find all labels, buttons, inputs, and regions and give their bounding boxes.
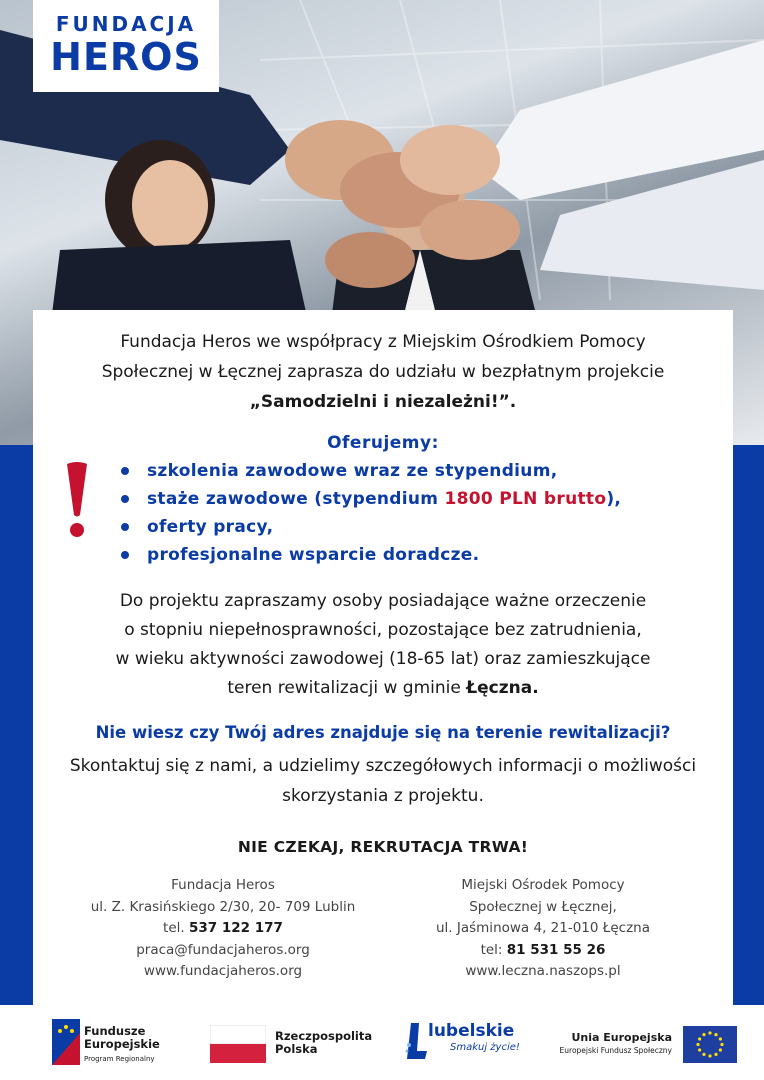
unia-europejska-text: Unia Europejska [571,1031,672,1044]
fe-sub: Program Regionalny [84,1055,155,1063]
offer-item-text: staże zawodowe (stypendium [147,489,445,509]
eligibility-line: o stopniu niepełnosprawności, pozostające bez zatrudnienia, [124,620,642,640]
phone-number[interactable]: 537 122 177 [188,920,283,936]
intro-text [33,327,733,417]
offer-item-text: profesjonalne wsparcie doradcze. [147,545,480,565]
address-fundacja-heros [73,875,373,983]
address-street: ul. Z. Krasińskiego 2/30, 20- 709 Lublin [90,898,356,915]
offer-item-suffix: ), [606,489,622,509]
offer-item-text: szkolenia zawodowe wraz ze stypendium, [147,461,558,481]
offer-title: Oferujemy: [327,433,439,453]
eligibility-line: w wieku aktywności zawodowej (18-65 lat) oraz zamieszkujące [115,649,651,669]
email-link[interactable]: praca@fundacjaheros.org [136,941,310,958]
lubelskie-text: lubelskie [428,1021,515,1041]
funding-logos-footer [0,1005,764,1080]
rzeczpospolita-polska-text [275,1030,372,1056]
address-name: Miejski Ośrodek Pomocy [461,877,625,893]
polish-flag-icon [210,1025,266,1063]
eligibility-line: Do projektu zapraszamy osoby posiadające ważne orzeczenie [119,591,647,611]
rp-line2: Polska [275,1042,318,1056]
eligibility-line: teren rewitalizacji w gminie [227,678,467,698]
fundacja-heros-logo [33,0,219,92]
address-street: ul. Jaśminowa 4, 21-010 Łęczna [435,920,650,936]
address-name: Fundacja Heros [171,877,275,893]
fe-line1: Fundusze [84,1024,146,1038]
town-name: Łęczna. [466,678,539,698]
contact-line: skorzystania z projektu. [282,786,484,806]
exclamation-icon [64,460,90,540]
logo-line2: HEROS [50,35,202,79]
fundusze-europejskie-logo-icon [52,1019,80,1065]
address-name: Społecznej w Łęcznej, [469,898,617,915]
offer-item [119,485,719,513]
content-card [33,310,733,1005]
tel-label: tel: [480,941,507,958]
contact-text [25,751,741,811]
eligibility-text [33,587,733,703]
lubelskie-slogan: Smakuj życie! [450,1042,520,1053]
offer-item-text: oferty pracy, [147,517,274,537]
website-link[interactable]: www.fundacjaheros.org [143,963,303,979]
recruitment-cta: NIE CZEKAJ, REKRUTACJA TRWA! [237,838,529,856]
fundusze-europejskie-text [84,1025,160,1066]
lubelskie-logo-icon [405,1021,429,1061]
address-mops-leczna [393,875,693,983]
offer-item [119,513,719,541]
eu-flag-icon [683,1026,737,1063]
efs-text: Europejski Fundusz Społeczny [559,1046,672,1055]
tel-label: tel. [163,920,189,936]
fe-line2: Europejskie [84,1037,160,1051]
intro-line2: Społecznej w Łęcznej zaprasza do udziału w bezpłatnym projekcie [101,362,665,382]
phone-number[interactable]: 81 531 55 26 [506,941,606,958]
offer-item [119,541,719,569]
intro-line1: Fundacja Heros we współpracy z Miejskim Ośrodkiem Pomocy [120,332,646,352]
rp-line1: Rzeczpospolita [275,1029,373,1043]
revitalization-question: Nie wiesz czy Twój adres znajduje się na terenie rewitalizacji? [95,723,671,742]
logo-line1: FUNDACJA [55,12,197,36]
project-name: „Samodzielni i niezależni!”. [249,392,517,412]
contact-line: Skontaktuj się z nami, a udzielimy szczegółowych informacji o możliwości [69,756,697,776]
offer-item [119,457,719,485]
offer-list [119,457,719,569]
stipend-amount: 1800 PLN brutto [444,489,607,509]
website-link[interactable]: www.leczna.naszops.pl [465,963,621,979]
